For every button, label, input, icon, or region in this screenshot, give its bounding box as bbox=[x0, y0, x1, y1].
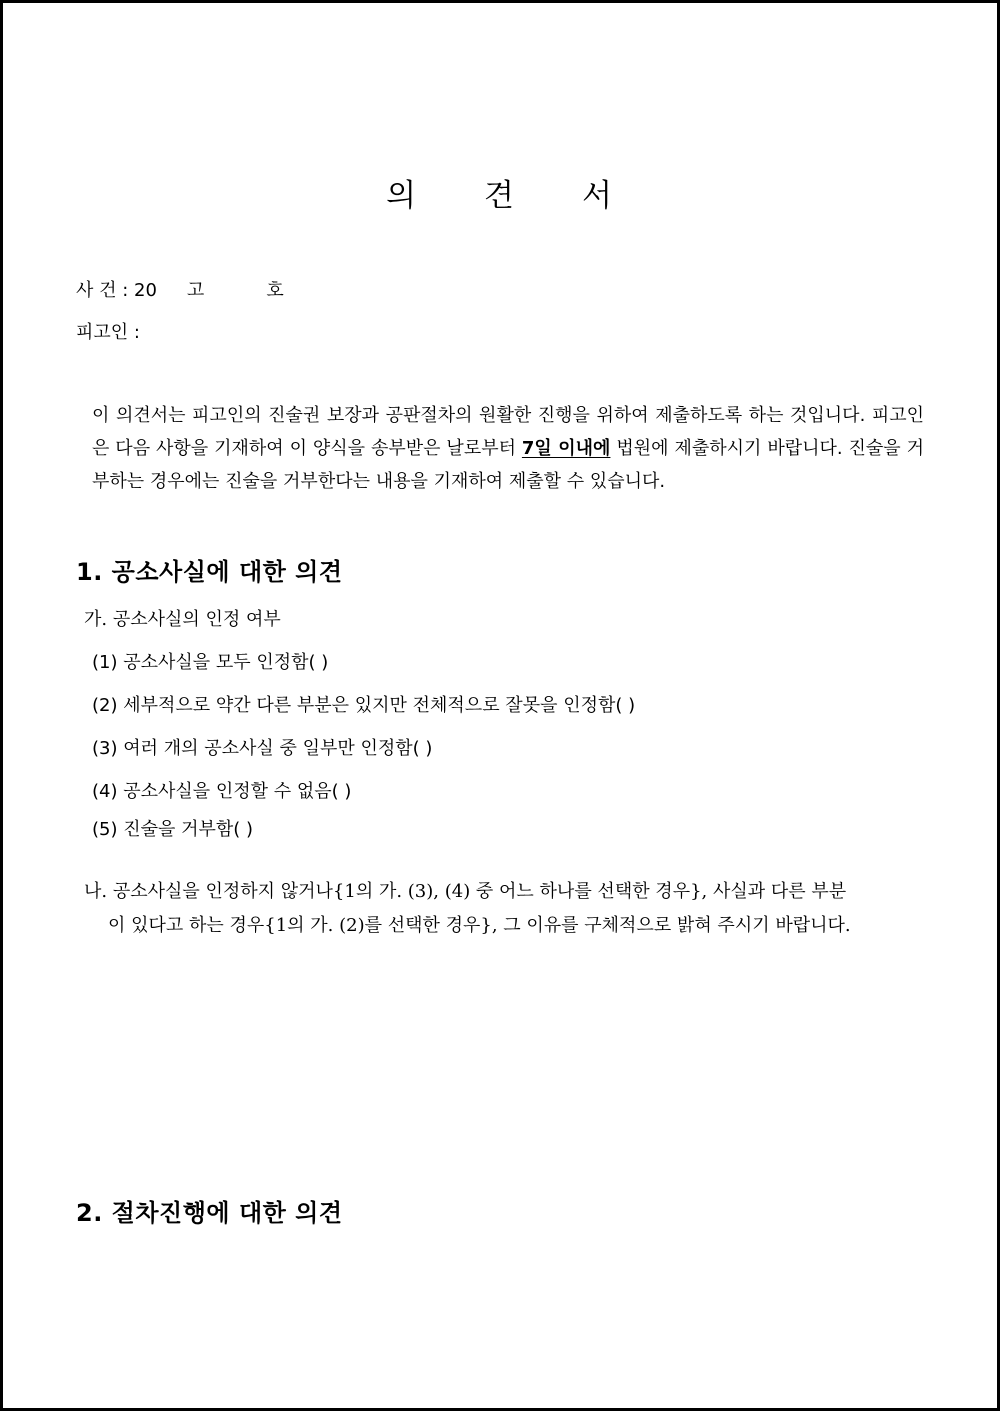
title-char: 서 bbox=[581, 178, 614, 214]
case-suffix: 호 bbox=[266, 280, 284, 301]
document-title bbox=[0, 170, 1000, 215]
sub-b-line-1: 나. 공소사실을 인정하지 않거나{1의 가. (3), (4) 중 어느 하나를 선택한 경우}, 사실과 다른 부분 bbox=[84, 881, 847, 902]
sub-b-line-2: 이 있다고 하는 경우{1의 가. (2)를 선택한 경우}, 그 이유를 구체적으로 밝혀 주시기 바랍니다. bbox=[108, 915, 851, 936]
defendant-line: 피고인 : bbox=[76, 322, 140, 343]
title-char: 의 bbox=[386, 178, 419, 214]
option-2: (2) 세부적으로 약간 다른 부분은 있지만 전체적으로 잘못을 인정함( ) bbox=[92, 695, 636, 716]
intro-text-2: 법원에 제출하시기 바랍니다. 진술을 거부하는 경우에는 진술을 거부한다는 내용을 기재하여 제출할 수 있습니다. bbox=[92, 438, 924, 492]
case-type: 고 bbox=[186, 280, 205, 301]
section2-heading: 2. 절차진행에 대한 의견 bbox=[76, 1199, 343, 1227]
option-1: (1) 공소사실을 모두 인정함( ) bbox=[92, 652, 329, 673]
intro-paragraph bbox=[76, 399, 924, 498]
intro-text-1: 이 의견서는 피고인의 진술권 보장과 공판절차의 원활한 진행을 위하여 제출하도록 하는 것입니다. 피고인은 다음 사항을 기재하여 이 양식을 송부받은 날로부터 bbox=[92, 405, 924, 459]
option-3: (3) 여러 개의 공소사실 중 일부만 인정함( ) bbox=[92, 738, 433, 759]
deadline-emphasis: 7일 이내에 bbox=[521, 438, 611, 459]
section1-sub-a: 가. 공소사실의 인정 여부 bbox=[84, 609, 281, 630]
case-label: 사 건 : 20 bbox=[76, 280, 157, 301]
title-char: 견 bbox=[484, 178, 516, 214]
section1-sub-b bbox=[84, 875, 924, 943]
option-5: (5) 진술을 거부함( ) bbox=[92, 819, 254, 840]
section1-heading: 1. 공소사실에 대한 의견 bbox=[76, 558, 343, 586]
case-number-line bbox=[76, 276, 284, 302]
option-4: (4) 공소사실을 인정할 수 없음( ) bbox=[92, 781, 352, 802]
